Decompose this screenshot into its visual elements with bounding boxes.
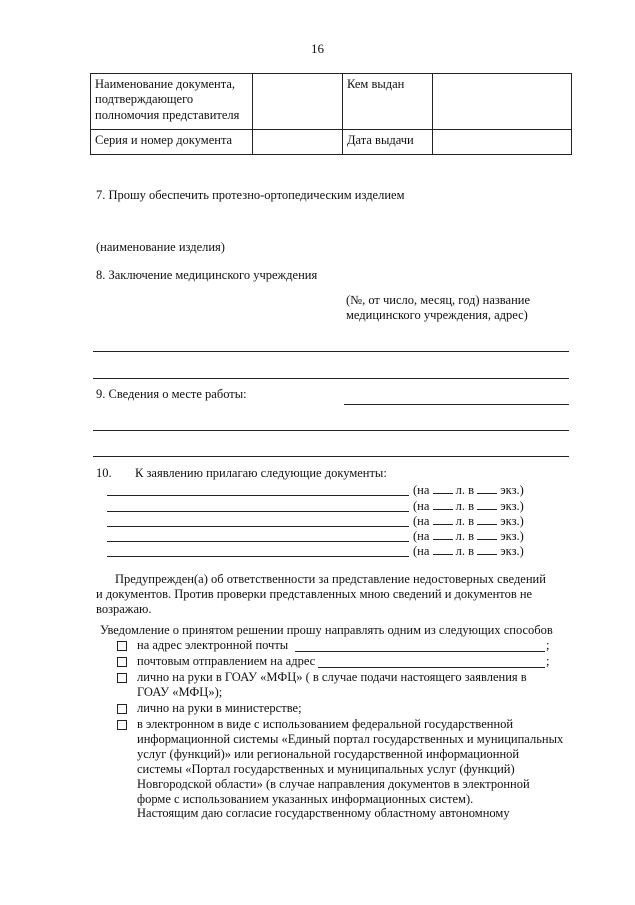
- table-cell-label: Дата выдачи: [343, 130, 433, 155]
- option-electronic-line2: информационной системы «Единый портал государственных и муниципальных: [137, 732, 564, 746]
- section-10-number: 10.: [96, 466, 112, 480]
- table-row: [91, 74, 572, 130]
- section-7-text: 7. Прошу обеспечить протезно-ортопедическим изделием: [96, 188, 405, 202]
- attachment-suffix: экз.): [500, 483, 524, 497]
- table-cell-value[interactable]: [253, 74, 343, 130]
- email-semicolon: ;: [546, 638, 550, 652]
- section-9-text: 9. Сведения о месте работы:: [96, 387, 247, 401]
- attachment-name-line[interactable]: [107, 541, 409, 542]
- pages-blank[interactable]: [433, 513, 453, 525]
- section-8-text: 8. Заключение медицинского учреждения: [96, 268, 318, 282]
- pages-blank[interactable]: [433, 482, 453, 494]
- medical-conclusion-line[interactable]: [93, 351, 569, 352]
- attachment-prefix: (на: [413, 499, 430, 513]
- electronic-checkbox[interactable]: [117, 720, 127, 730]
- attachment-name-line[interactable]: [107, 495, 409, 496]
- option-electronic-line5: Новгородской области» (в случае направления документов в электронной: [137, 777, 530, 791]
- email-checkbox[interactable]: [117, 641, 127, 651]
- representative-document-table: [90, 73, 572, 155]
- attachment-mid: л. в: [455, 514, 475, 528]
- email-line[interactable]: [295, 651, 545, 652]
- table-cell-value[interactable]: [253, 130, 343, 155]
- warning-line3: возражаю.: [96, 602, 152, 616]
- option-mfc-line1: лично на руки в ГОАУ «МФЦ» ( в случае подачи настоящего заявления в: [137, 670, 527, 684]
- attachment-suffix: экз.): [500, 499, 524, 513]
- attachment-row[interactable]: [107, 482, 547, 497]
- attachment-name-line[interactable]: [107, 526, 409, 527]
- attachment-suffix: экз.): [500, 514, 524, 528]
- mfc-checkbox[interactable]: [117, 673, 127, 683]
- attachment-name-line[interactable]: [107, 556, 409, 557]
- table-cell-label: Серия и номер документа: [91, 130, 253, 155]
- option-electronic-line3: услуг (функций)» или региональной государственной информационной: [137, 747, 520, 761]
- attachment-suffix: экз.): [500, 529, 524, 543]
- table-cell-value[interactable]: [433, 74, 572, 130]
- warning-line2: и документов. Против проверки представленных мною сведений и документов не: [96, 587, 533, 601]
- section-7-hint: (наименование изделия): [96, 240, 225, 254]
- section-8-hint-line1: (№, от число, месяц, год) название: [346, 293, 531, 307]
- post-address-line[interactable]: [318, 667, 545, 668]
- attachment-mid: л. в: [455, 483, 475, 497]
- copies-blank[interactable]: [477, 543, 497, 555]
- attachment-row[interactable]: [107, 513, 547, 528]
- attachment-name-line[interactable]: [107, 511, 409, 512]
- consent-line: Настоящим даю согласие государственному областному автономному: [137, 806, 510, 820]
- notification-intro: Уведомление о принятом решении прошу направлять одним из следующих способов: [100, 623, 553, 637]
- page-number: 16: [311, 41, 324, 56]
- attachment-row[interactable]: [107, 498, 547, 513]
- copies-blank[interactable]: [477, 498, 497, 510]
- option-electronic-line6: форме с использованием указанных информационных систем).: [137, 792, 474, 806]
- attachment-prefix: (на: [413, 514, 430, 528]
- attachment-mid: л. в: [455, 499, 475, 513]
- workplace-line[interactable]: [93, 456, 569, 457]
- pages-blank[interactable]: [433, 498, 453, 510]
- post-semicolon: ;: [546, 654, 550, 668]
- option-electronic-line1: в электронном в виде с использованием федеральной государственной: [137, 717, 514, 731]
- workplace-line[interactable]: [93, 430, 569, 431]
- workplace-line[interactable]: [344, 404, 569, 405]
- attachment-prefix: (на: [413, 483, 430, 497]
- attachment-suffix: экз.): [500, 544, 524, 558]
- attachment-row[interactable]: [107, 528, 547, 543]
- option-mfc-line2: ГОАУ «МФЦ»);: [137, 685, 223, 699]
- table-cell-label: Наименование документа, подтверждающего полномочия представителя: [91, 74, 253, 130]
- attachment-prefix: (на: [413, 529, 430, 543]
- option-email-label: на адрес электронной почты: [137, 638, 289, 652]
- medical-conclusion-line[interactable]: [93, 378, 569, 379]
- copies-blank[interactable]: [477, 528, 497, 540]
- attachment-row[interactable]: [107, 543, 547, 558]
- attachment-mid: л. в: [455, 529, 475, 543]
- warning-line1: Предупрежден(а) об ответственности за представление недостоверных сведений: [115, 572, 546, 586]
- section-10-text: К заявлению прилагаю следующие документы:: [135, 466, 387, 480]
- option-electronic-line4: системы «Портал государственных и муниципальных услуг (функций): [137, 762, 515, 776]
- copies-blank[interactable]: [477, 482, 497, 494]
- pages-blank[interactable]: [433, 528, 453, 540]
- option-post-label: почтовым отправлением на адрес: [137, 654, 316, 668]
- section-8-hint-line2: медицинского учреждения, адрес): [346, 308, 528, 322]
- pages-blank[interactable]: [433, 543, 453, 555]
- table-row: [91, 130, 572, 155]
- option-ministry: лично на руки в министерстве;: [137, 701, 302, 715]
- table-cell-label: Кем выдан: [343, 74, 433, 130]
- copies-blank[interactable]: [477, 513, 497, 525]
- ministry-checkbox[interactable]: [117, 704, 127, 714]
- attachment-mid: л. в: [455, 544, 475, 558]
- post-checkbox[interactable]: [117, 657, 127, 667]
- attachment-prefix: (на: [413, 544, 430, 558]
- table-cell-value[interactable]: [433, 130, 572, 155]
